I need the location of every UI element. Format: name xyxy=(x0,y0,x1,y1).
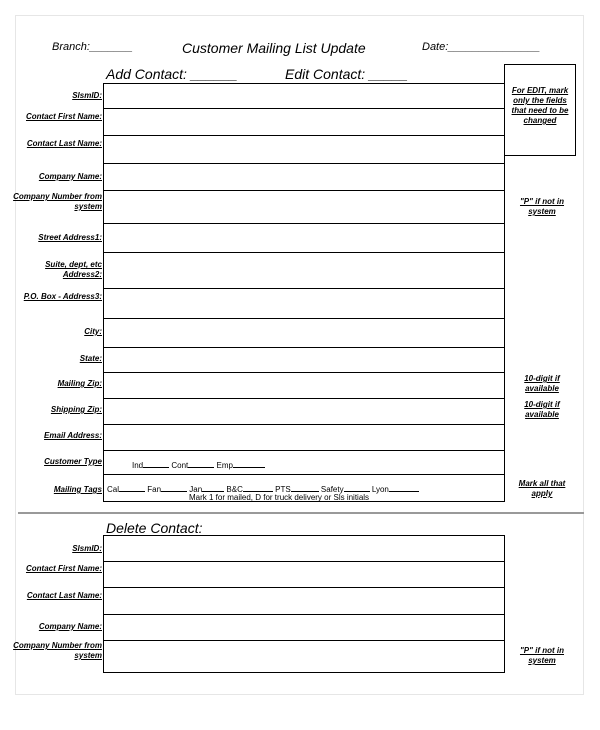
customer-type-cont-blank[interactable] xyxy=(188,458,214,468)
note-mailing-tags: Mark all that apply xyxy=(518,479,566,498)
field-label-state: State: xyxy=(79,354,102,363)
delete-label-contact-first-name: Contact First Name: xyxy=(25,564,102,573)
row-divider xyxy=(104,223,504,224)
row-divider xyxy=(104,163,504,164)
field-label-contact-last-name: Contact Last Name: xyxy=(26,139,102,148)
field-label-email-address: Email Address: xyxy=(44,431,102,440)
tag-cal: Cal xyxy=(107,485,120,494)
section-divider xyxy=(18,512,584,514)
customer-type-emp: Emp xyxy=(216,461,233,470)
tag-safety: Safety xyxy=(320,485,344,494)
tag-bc-blank[interactable] xyxy=(243,482,273,492)
row-divider xyxy=(104,398,504,399)
field-label-slsmid: SlsmID: xyxy=(72,91,102,100)
tag-bc: B&C xyxy=(226,485,243,494)
tag-pts-blank[interactable] xyxy=(291,482,319,492)
edit-contact-label[interactable]: Edit Contact: _____ xyxy=(285,66,408,82)
note-mailing-zip: 10-digit if available xyxy=(524,374,560,393)
tag-cal-blank[interactable] xyxy=(119,482,145,492)
customer-type-options xyxy=(132,458,265,470)
field-label-mailing-tags: Mailing Tags xyxy=(53,485,102,494)
field-label-contact-first-name: Contact First Name: xyxy=(25,112,102,121)
delete-note-company-number: "P" if not in system xyxy=(519,646,565,665)
edit-note: For EDIT, mark only the fields that need to be changed xyxy=(511,86,569,125)
mailing-tags-instruction: Mark 1 for mailed, D for truck delivery or Sls initials xyxy=(189,493,370,502)
page-title: Customer Mailing List Update xyxy=(182,40,366,56)
add-contact-form xyxy=(103,83,505,502)
customer-type-emp-blank[interactable] xyxy=(233,458,265,468)
tag-safety-blank[interactable] xyxy=(344,482,370,492)
row-divider xyxy=(104,372,504,373)
note-shipping-zip: 10-digit if available xyxy=(524,400,560,419)
customer-type-ind: Ind xyxy=(132,461,144,470)
row-divider xyxy=(104,450,504,451)
customer-type-cont: Cont xyxy=(171,461,189,470)
field-label-company-name: Company Name: xyxy=(38,172,102,181)
field-label-address3: P.O. Box - Address3: xyxy=(23,292,102,301)
row-divider xyxy=(104,288,504,289)
row-divider xyxy=(104,474,504,475)
date-label[interactable]: Date:_______________ xyxy=(422,41,541,53)
row-divider xyxy=(104,424,504,425)
delete-contact-form xyxy=(103,535,505,673)
row-divider xyxy=(104,135,504,136)
customer-type-ind-blank[interactable] xyxy=(143,458,169,468)
row-divider xyxy=(104,318,504,319)
note-company-number: "P" if not in system xyxy=(519,197,565,216)
tag-lyon: Lyon xyxy=(371,485,389,494)
field-label-address2: Suite, dept, etc Address2: xyxy=(45,260,102,279)
row-divider xyxy=(104,561,504,562)
tag-pts: PTS xyxy=(275,485,291,494)
field-label-shipping-zip: Shipping Zip: xyxy=(50,405,102,414)
tag-jan: Jan xyxy=(189,485,203,494)
row-divider xyxy=(104,108,504,109)
delete-label-company-name: Company Name: xyxy=(38,622,102,631)
field-label-customer-type: Customer Type xyxy=(44,457,102,466)
field-label-mailing-zip: Mailing Zip: xyxy=(57,379,102,388)
field-label-street-address1: Street Address1: xyxy=(38,233,102,242)
row-divider xyxy=(104,252,504,253)
edit-note-box xyxy=(504,64,576,156)
delete-label-company-number: Company Number from system xyxy=(13,641,102,660)
row-divider xyxy=(104,190,504,191)
delete-contact-title: Delete Contact: xyxy=(106,520,203,536)
delete-label-slsmid: SlsmID: xyxy=(72,544,102,553)
tag-lyon-blank[interactable] xyxy=(389,482,419,492)
tag-fan: Fan xyxy=(147,485,162,494)
row-divider xyxy=(104,587,504,588)
add-contact-label[interactable]: Add Contact: ______ xyxy=(106,66,238,82)
branch-label[interactable]: Branch:_______ xyxy=(52,41,133,53)
row-divider xyxy=(104,640,504,641)
field-label-city: City: xyxy=(84,327,102,336)
tag-fan-blank[interactable] xyxy=(161,482,187,492)
row-divider xyxy=(104,614,504,615)
field-label-company-number: Company Number from system xyxy=(13,192,102,211)
tag-jan-blank[interactable] xyxy=(202,482,224,492)
row-divider xyxy=(104,347,504,348)
delete-label-contact-last-name: Contact Last Name: xyxy=(26,591,102,600)
